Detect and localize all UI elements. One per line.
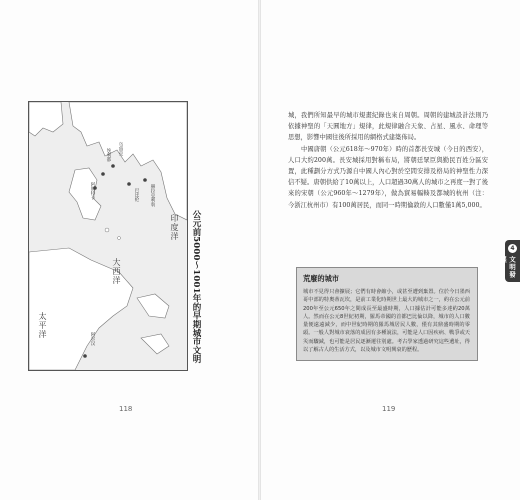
city-label: 埃利都 [106,148,111,162]
sidebar-box [296,267,478,361]
city-label: 阿斯特卡 [90,182,95,200]
city-label: 巴比伦 [134,188,139,202]
left-page-number: 118 [119,405,133,413]
city-dot [111,164,115,168]
city-label: 阿尔汉 [90,332,95,346]
right-page-number: 119 [382,405,396,413]
city-dot [101,172,105,176]
city-label: 乌鲁克 [118,142,123,156]
chapter-title: 文明發展 [499,256,516,279]
city-dot [127,182,131,186]
sidebar-body: 城市不見得只會擴展；它們有時會縮小，或甚至遭到棄置。位於今日墨西哥中部的特奧蒂瓦坎，是前工業化時期世上最大的城市之一，約在公元前200年至公元650年之間成長至最盛時期，人口據估計可能多達約20萬人。然而在公元8世紀初期，羅馬帝國的首都巴比倫以降，城市的人口數量便遠遠減少，而中世紀時期的羅馬城居民人數，僅有其鼎盛時期的零頭。一般人對城市衰落的成因有多種說法，可能是人口因疾病、戰爭或天災而驟減，也可能是居民逐漸遷往別處。考古學家透過研究這些遺址，得以了解古人的生活方式，以及城市文明興衰的歷程。 [303,289,470,354]
atlantic-ocean-label: 大西洋 [112,258,121,285]
indian-ocean-label: 印度洋 [170,214,179,241]
pacific-ocean-label: 太平洋 [38,312,47,339]
map-caption: 公元前5000～1001年的早期城市文明 [191,210,201,364]
city-label: 赫拉克利翁 [150,184,155,207]
body-text [288,110,488,211]
city-dot [143,178,147,182]
chapter-number: 4 [508,244,517,253]
chapter-tab [499,240,520,282]
paragraph: 城，我們所知最早的城市規畫紀錄也來自周朝。周朝的建城設計法則乃依據神聖的「天圓地方」規律，此規律融合天象、占星、風水、命理等思想，影響中國往後所採用的網格式建築佈局。 [288,112,488,142]
map-landmass [29,102,187,370]
city-dot [83,354,87,358]
world-map-figure [28,101,188,371]
right-page [261,0,520,500]
paragraph: 中國唐朝（公元618年～970年）時的首都長安城（今日的西安），人口大約200萬。長安城採用對稱布局，將朝廷眾臣與勤民百姓分區安置，此種劃分方式乃源自中國人內心對於空間安排及格局的神聖性力深信不疑。唐朝供給了10萬以上，人口超過30萬人的城市之再度一對了後來的宋朝（公元960年～1279年），做為貿易輻輳及都城的杭州（注：今浙江杭州市）有100萬居民，而同一時期倫敦的人口數僅1萬5,000。 [288,145,488,209]
sidebar-title: 荒廢的城市 [303,274,339,283]
